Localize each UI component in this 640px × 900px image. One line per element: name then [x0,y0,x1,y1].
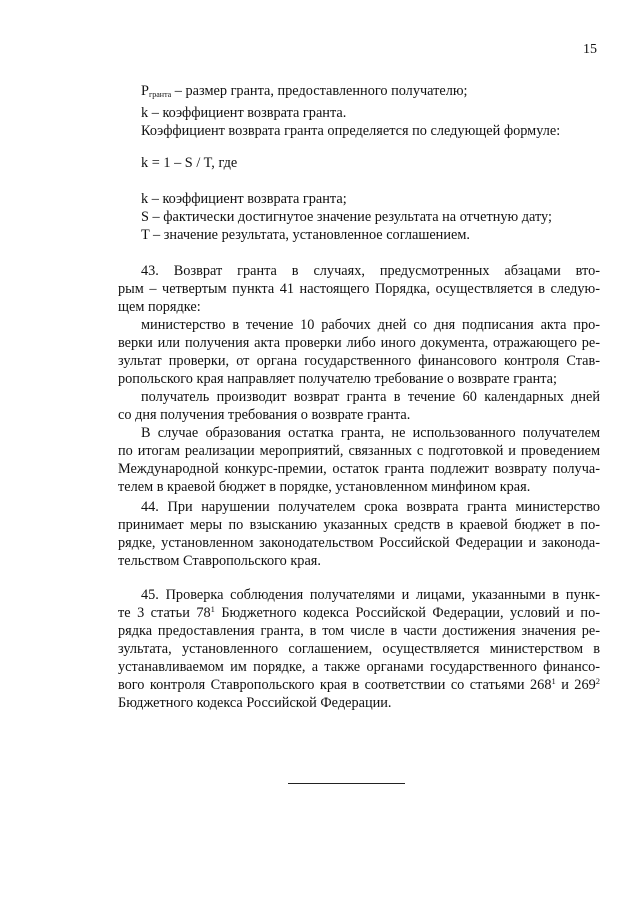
text-line: со дня получения требования о возврате гранта. [118,407,411,423]
text-line: устанавливаемом им порядке, а также органами государственного финансо- [118,659,600,675]
definition-line: $P_{гранта}$ – размер гранта, предоставленного получателю; [141,83,468,99]
formula-intro: Коэффициент возврата гранта определяется по следующей формуле: [141,123,561,139]
text-line: рым – четвертым пункта 41 настоящего Порядка, осуществляется в следую- [118,281,600,297]
text-line: телем в краевой бюджет в порядке, установленном минфином края. [118,479,531,495]
end-of-document-rule [288,783,405,784]
text-line: Международной конкурс-премии, остаток гранта подлежит возврату получа- [118,461,600,477]
definition-line: T – значение результата, установленное соглашением. [141,227,470,243]
paragraph-44 [118,498,600,570]
text-line: ропольского края направляет получателю требование о возврате гранта; [118,371,557,387]
text-line: зультат проверки, от органа государственного финансового контроля Став- [118,353,600,369]
paragraph-43 [118,262,600,496]
definition-line: k – коэффициент возврата гранта; [141,191,347,207]
text-line: 44. При нарушении получателем срока возврата гранта министерство [141,499,600,515]
text-line: зультата, установленного соглашением, осуществляется министерством в [118,641,600,657]
text-line: те 3 статьи $78^1$ Бюджетного кодекса Российской Федерации, условий и по- [118,604,600,621]
formula: k = 1 – S / T, где [141,155,238,171]
text-line: по итогам реализации мероприятий, связанных с подготовкой и проведением [118,443,600,459]
text-line: рядка предоставления гранта, в том числе в части достижения значения ре- [118,623,600,639]
text-line: рядке, установленном законодательством Российской Федерации и законода- [118,535,600,551]
formula-block [118,154,600,172]
text-line: министерство в течение 10 рабочих дней со дня подписания акта про- [141,317,600,333]
definition-line: k – коэффициент возврата гранта. [141,105,347,121]
definitions-grant-size [118,82,600,140]
text-line: верки или получения акта проверки либо иного документа, отражающего ре- [118,335,600,351]
text-line: щем порядке: [118,299,201,315]
text-line: 45. Проверка соблюдения получателями и лицами, указанными в пунк- [141,587,600,603]
text-line: тельством Ставропольского края. [118,553,321,569]
text-line: вого контроля Ставропольского края в соответствии со статьями $268^1$ и $269^2$ [118,676,601,693]
text-line: получатель производит возврат гранта в течение 60 календарных дней [141,389,600,405]
paragraph-45 [118,586,600,712]
text-line: принимает меры по взысканию указанных средств в краевой бюджет в по- [118,517,600,533]
page-number: 15 [583,42,597,57]
text-line: 43. Возврат гранта в случаях, предусмотренных абзацами вто- [141,263,600,279]
text-line: В случае образования остатка гранта, не использованного получателем [141,425,600,441]
text-line: Бюджетного кодекса Российской Федерации. [118,695,392,711]
definition-line: S – фактически достигнутое значение результата на отчетную дату; [141,209,552,225]
definitions-coefficient [118,190,600,244]
